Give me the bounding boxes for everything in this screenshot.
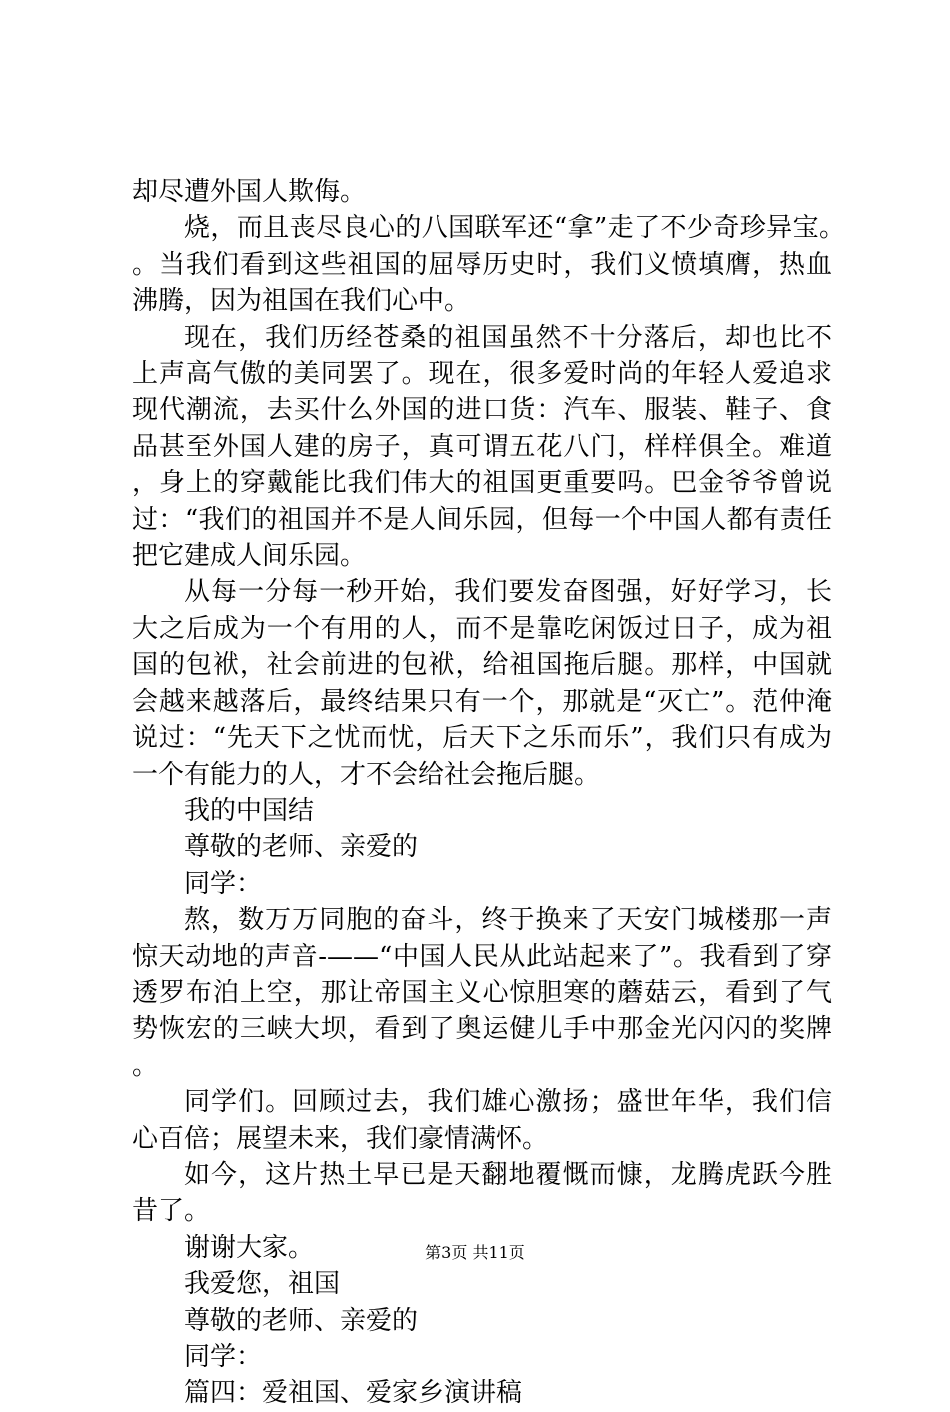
body-paragraph: 烧，而且丧尽良心的八国联军还“拿”走了不少奇珍异宝。。当我们看到这些祖国的屈辱历史时，我们义愤填膺，热血沸腾，因为祖国在我们心中。 xyxy=(132,213,832,317)
body-paragraph: 篇四：爱祖国、爱家乡演讲稿 xyxy=(184,1378,523,1409)
body-paragraph: 同学们。回顾过去，我们雄心激扬；盛世年华，我们信心百倍；展望未来，我们豪情满怀。 xyxy=(132,1087,832,1154)
body-paragraph: 从每一分每一秒开始，我们要发奋图强，好好学习，长大之后成为一个有用的人，而不是靠吃闲饭过日子，成为祖国的包袱，社会前进的包袱，给祖国拖后腿。那样，中国就会越来越落后，最终结果只有一个，那就是“灭亡”。范仲淹说过：“先天下之忧而忧，后天下之乐而乐”，我们只有成为一个有能力的人，才不会给社会拖后腿。 xyxy=(132,577,832,790)
body-paragraph: 我的中国结 xyxy=(184,795,315,826)
body-paragraph: 谢谢大家。 xyxy=(184,1232,315,1263)
body-paragraph: 如今，这片热土早已是天翻地覆慨而慷，龙腾虎跃今胜昔了。 xyxy=(132,1159,832,1227)
body-paragraph: 尊敬的老师、亲爱的 xyxy=(184,1305,419,1336)
body-paragraph: 我爱您，祖国 xyxy=(184,1269,341,1300)
body-paragraph: 现在，我们历经苍桑的祖国虽然不十分落后，却也比不上声高气傲的美同罢了。现在，很多爱时尚的年轻人爱追求现代潮流，去买什么外国的进口货：汽车、服装、鞋子、食品甚至外国人建的房子，真可谓五花八门，样样俱全。难道，身上的穿戴能比我们伟大的祖国更重要吗。巴金爷爷曾说过：“我们的祖国并不是人间乐园，但每一个中国人都有责任把它建成人间乐园。 xyxy=(132,322,832,572)
body-paragraph: 同学： xyxy=(184,1342,263,1372)
body-paragraph: 熬，数万万同胞的奋斗，终于换来了天安门城楼那一声惊天动地的声音-——“中国人民从此站起来了”。我看到了穿透罗布泊上空，那让帝国主义心惊胆寒的蘑菇云，看到了气势恢宏的三峡大坝，看到了奥运健儿手中那金光闪闪的奖牌。 xyxy=(132,905,832,1081)
body-paragraph: 同学： xyxy=(184,868,263,899)
page-footer: 第3页 共11页 xyxy=(425,1243,525,1262)
document-body xyxy=(132,174,832,1412)
body-paragraph: 尊敬的老师、亲爱的 xyxy=(184,832,419,863)
body-paragraph: 却尽遭外国人欺侮。 xyxy=(132,177,367,207)
